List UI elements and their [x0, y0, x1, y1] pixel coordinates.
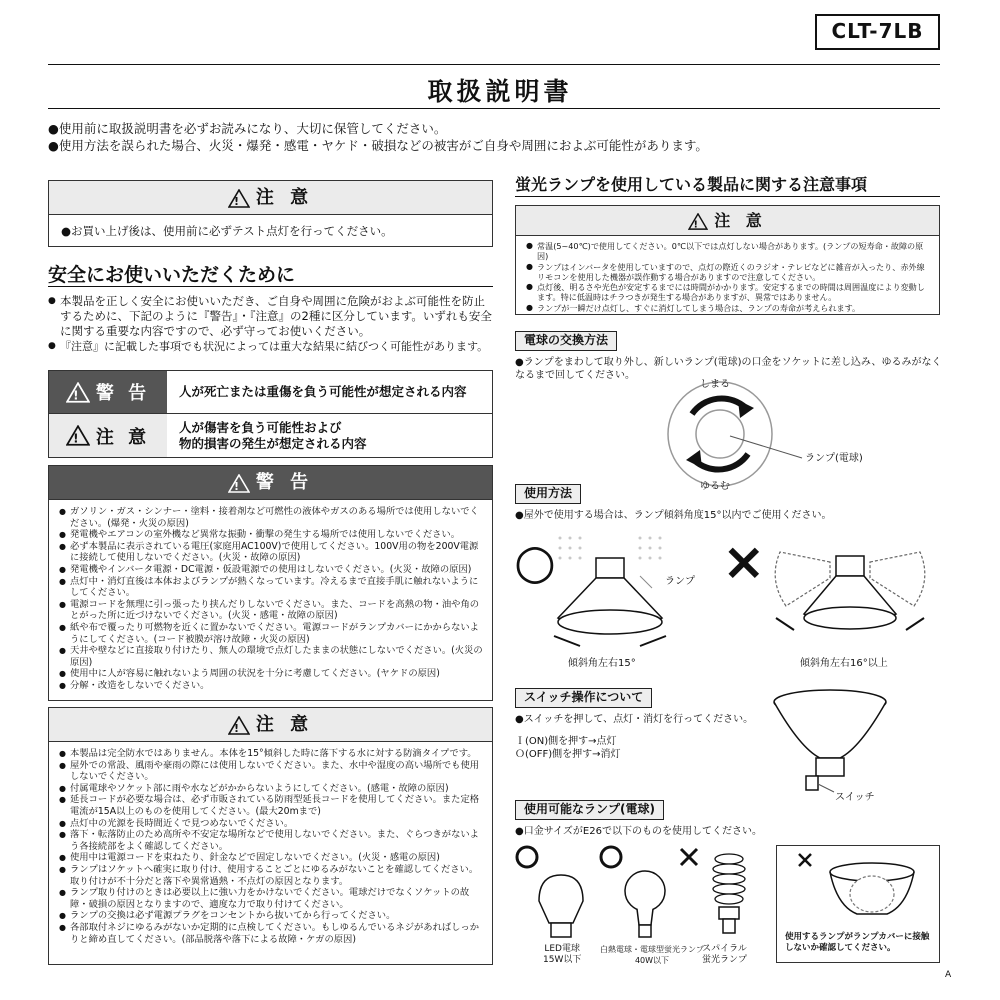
contact-warning-box	[776, 845, 940, 963]
bulb-exchange-diagram	[650, 378, 890, 490]
ok-lamp-diagram	[540, 528, 680, 658]
caution-item: ● 屋外での常設、風雨や豪雨の際には使用しないでください。また、水中や湿度の高い場所でも使用しないでください。	[59, 760, 484, 783]
warning-triangle-icon	[228, 189, 250, 208]
switch-text: ●スイッチを押して、点灯・消灯を行ってください。	[515, 714, 754, 725]
svg-text:!: !	[72, 388, 83, 403]
model-number: CLT-7LB	[815, 14, 940, 50]
warning-item: ● 紙や布で覆ったり可燃物を近くに置かないでください。電源コードがランプカバーにかからないようにしてください。(コード被膜が溶け故障・火災の原因)	[59, 622, 484, 645]
caution-top-box	[48, 180, 493, 247]
usable-lamps-diagram	[515, 845, 765, 945]
bulb-exchange-text: ●ランプをまわして取り外し、新しいランプ(電球)の口金をソケットに差し込み、ゆるみがなくなるまで回してください。	[515, 357, 942, 381]
usage-tag: 使用方法	[515, 484, 581, 504]
intro-line-2: ●使用方法を誤られた場合、火災・爆発・感電・ヤケド・破損などの被害がご自身や周囲におよぶ可能性があります。	[48, 138, 708, 153]
caution-main-head: ! 注 意	[49, 708, 492, 742]
fluorescent-list	[516, 236, 939, 317]
warning-item: ● 点灯中・消灯直後は本体およびランプが熱くなっています。冷えるまで直接手肌に触れないようにしてください。	[59, 576, 484, 599]
warning-triangle-icon	[688, 213, 708, 230]
level-warning-label: ! 警 告	[49, 371, 167, 413]
level-table	[48, 370, 493, 458]
ng-mark: ×	[722, 532, 766, 592]
switch-label: スイッチ	[835, 792, 875, 803]
lamp-bulb-label: ランプ(電球)	[805, 453, 863, 464]
warning-item: ● 天井や壁などに直接取り付けたり、無人の環境で点灯したままの状態にしないでください。(火災の原因)	[59, 645, 484, 668]
warning-triangle-icon	[66, 425, 90, 446]
switch-lamp-diagram	[760, 688, 900, 803]
fluorescent-box	[515, 205, 940, 315]
caution-main-list	[49, 742, 492, 949]
warning-triangle-icon	[66, 382, 90, 403]
page-mark: A	[945, 970, 952, 980]
warning-item: ● 必ず本製品に表示されている電圧(家庭用AC100V)で使用してください。100V用の物を200V電源に接続して使用しないでください。(火災・故障の原因)	[59, 541, 484, 564]
caution-item: ● ランプの交換は必ず電源プラグをコンセントから抜いてから行ってください。	[59, 910, 484, 922]
warning-item: ● 発電機やインバータ電源・DC電源・仮設電源での使用はしないでください。(火災・故障の原因)	[59, 564, 484, 576]
fluorescent-item: ● 常温(5~40℃)で使用してください。0℃以下では点灯しない場合があります。(ランプの短寿命・故障の原因)	[526, 241, 931, 262]
caution-item: ● 落下・転落防止のため高所や不安定な場所などで使用しないでください。また、ぐらつきがないよう各接続部をよく確認してください。	[59, 829, 484, 852]
svg-text:!: !	[233, 479, 244, 493]
fluorescent-rule	[515, 196, 940, 197]
caution-item: ● 延長コードが必要な場合は、必ず市販されている防雨型延長コードを使用してください。また定格電流が15A以上のものを使用してください。(最大20mまで)	[59, 794, 484, 817]
switch-on-line: Ｉ(ON)側を押す→点灯	[515, 736, 617, 747]
tighten-label: しまる	[700, 379, 730, 390]
ok-caption: 傾斜角左右15°	[568, 658, 636, 669]
caution-top-text: ●お買い上げ後は、使用前に必ずテスト点灯を行ってください。	[61, 224, 393, 238]
title-rule	[48, 108, 940, 109]
switch-tag: スイッチ操作について	[515, 688, 652, 708]
warning-item: ● ガソリン・ガス・シンナー・塗料・接着剤など可燃性の液体やガスのある場所では使用しないでください。(爆発・火災の原因)	[59, 506, 484, 529]
incandescent-label: 白熱電球・電球型蛍光ランプ 40W以下	[600, 945, 704, 965]
warning-triangle-icon	[228, 716, 250, 735]
svg-text:!: !	[233, 721, 244, 735]
ng-lamp-diagram	[760, 522, 940, 657]
spiral-label: スパイラル 蛍光ランプ	[702, 944, 748, 965]
caution-item: ● ランプはソケットへ確実に取り付け、使用することごとにゆるみがないことを確認してください。取り付けが不十分だと落下や異常過熱・不点灯の原因となります。	[59, 864, 484, 887]
svg-text:!: !	[693, 219, 703, 230]
level-warning-text: 人が死亡または重傷を負う可能性が想定される内容	[179, 384, 467, 399]
intro-line-1: ●使用前に取扱説明書を必ずお読みになり、大切に保管してください。	[48, 121, 447, 136]
cover-contact-diagram	[777, 846, 939, 928]
caution-item: ● 各部取付ネジにゆるみがないか定期的に点検してください。もしゆるんでいるネジがあればしっかりと締め直してください。(部品脱落や落下による故障・ケガの原因)	[59, 922, 484, 945]
fluorescent-item: ● ランプが一瞬だけ点灯し、すぐに消灯してしまう場合は、ランプの寿命が考えられます。	[526, 303, 931, 313]
loosen-label: ゆるむ	[700, 481, 730, 492]
svg-text:!: !	[72, 431, 83, 446]
safety-rule	[48, 286, 493, 287]
usable-tag: 使用可能なランプ(電球)	[515, 800, 664, 820]
safety-list	[48, 294, 496, 354]
page-title: 取扱説明書	[427, 77, 573, 106]
caution-top-head: ! 注 意	[49, 181, 492, 215]
contact-warning-text: 使用するランプがランプカバーに接触しないか確認してください。	[785, 932, 930, 953]
svg-text:!: !	[233, 194, 244, 208]
led-label: LED電球 15W以下	[543, 944, 582, 965]
ng-caption: 傾斜角左右16°以上	[800, 658, 888, 669]
fluorescent-title: 蛍光ランプを使用している製品に関する注意事項	[515, 175, 868, 194]
level-caution-row	[48, 414, 493, 458]
caution-item: ● 付属電球やソケット部に雨や水などがかからないようにしてください。(感電・故障の原因)	[59, 783, 484, 795]
warning-item: ● 使用中に人が容易に触れないよう周囲の状況を十分に考慮してください。(ヤケドの原因)	[59, 668, 484, 680]
caution-item: ● ランプ取り付けのときは必要以上に強い力をかけないでください。電球だけでなくソケットの故障・破損の原因となりますので、適度な力で取り付けてください。	[59, 887, 484, 910]
fluorescent-item: ● 点灯後、明るさや光色が安定するまでには時間がかかります。安定するまでの時間は周囲温度により変動します。特に低温時はチラつきが発生する場合がありますが、異常ではありません。	[526, 282, 931, 303]
safety-item: ● 『注意』に記載した事項でも状況によっては重大な結果に結びつく可能性があります。	[48, 339, 496, 354]
warning-item: ● 分解・改造をしないでください。	[59, 680, 484, 692]
level-caution-text: 人が傷害を負う可能性および 物的損害の発生が想定される内容	[179, 419, 367, 451]
safety-item: ● 本製品を正しく安全にお使いいただき、ご自身や周囲に危険がおよぶ可能性を防止するために、下記のように『警告』・『注意』の2種に区分しています。いずれも安全に関する重要な内容ですので、必ず守ってお使いください。	[48, 294, 496, 339]
usable-text: ●口金サイズがE26で以下のものを使用してください。	[515, 826, 762, 837]
header-rule	[48, 64, 940, 65]
fluorescent-head: ! 注 意	[516, 206, 939, 236]
warning-item: ● 発電機やエアコンの室外機など異常な振動・衝撃の発生する場所では使用しないでください。	[59, 529, 484, 541]
intro	[48, 120, 948, 154]
caution-item: ● 使用中は電源コードを束ねたり、針金などで固定しないでください。(火災・感電の原因)	[59, 852, 484, 864]
usage-text: ●屋外で使用する場合は、ランプ傾斜角度15°以内でご使用ください。	[515, 510, 832, 521]
warning-triangle-icon	[228, 474, 250, 493]
safety-title: 安全にお使いいただくために	[48, 264, 296, 286]
warning-item: ● 電源コードを無理に引っ張ったり挟んだりしないでください。また、コードを高熱の物・油や角のとがった所に近づけないでください。(火災・感電・故障の原因)	[59, 599, 484, 622]
caution-item: ● 本製品は完全防水ではありません。本体を15°傾斜した時に落下する水に対する防滴タイプです。	[59, 748, 484, 760]
caution-main-box	[48, 707, 493, 965]
warning-head: ! 警 告	[49, 466, 492, 500]
level-caution-label: ! 注 意	[49, 414, 167, 457]
ok-lamp-label: ランプ	[665, 576, 695, 587]
warning-box	[48, 465, 493, 701]
bulb-exchange-tag: 電球の交換方法	[515, 331, 617, 351]
fluorescent-item: ● ランプはインバータを使用していますので、点灯の際近くのラジオ・テレビなどに雑音が入ったり、赤外線リモコンを使用した機器が誤作動する場合がありますので注意してください。	[526, 262, 931, 283]
ok-mark: ○	[514, 534, 556, 590]
caution-item: ● 点灯中の光源を長時間近くで見つめないでください。	[59, 818, 484, 830]
level-warning-row	[48, 370, 493, 414]
warning-list	[49, 500, 492, 696]
switch-off-line: Ｏ(OFF)側を押す→消灯	[515, 749, 621, 760]
